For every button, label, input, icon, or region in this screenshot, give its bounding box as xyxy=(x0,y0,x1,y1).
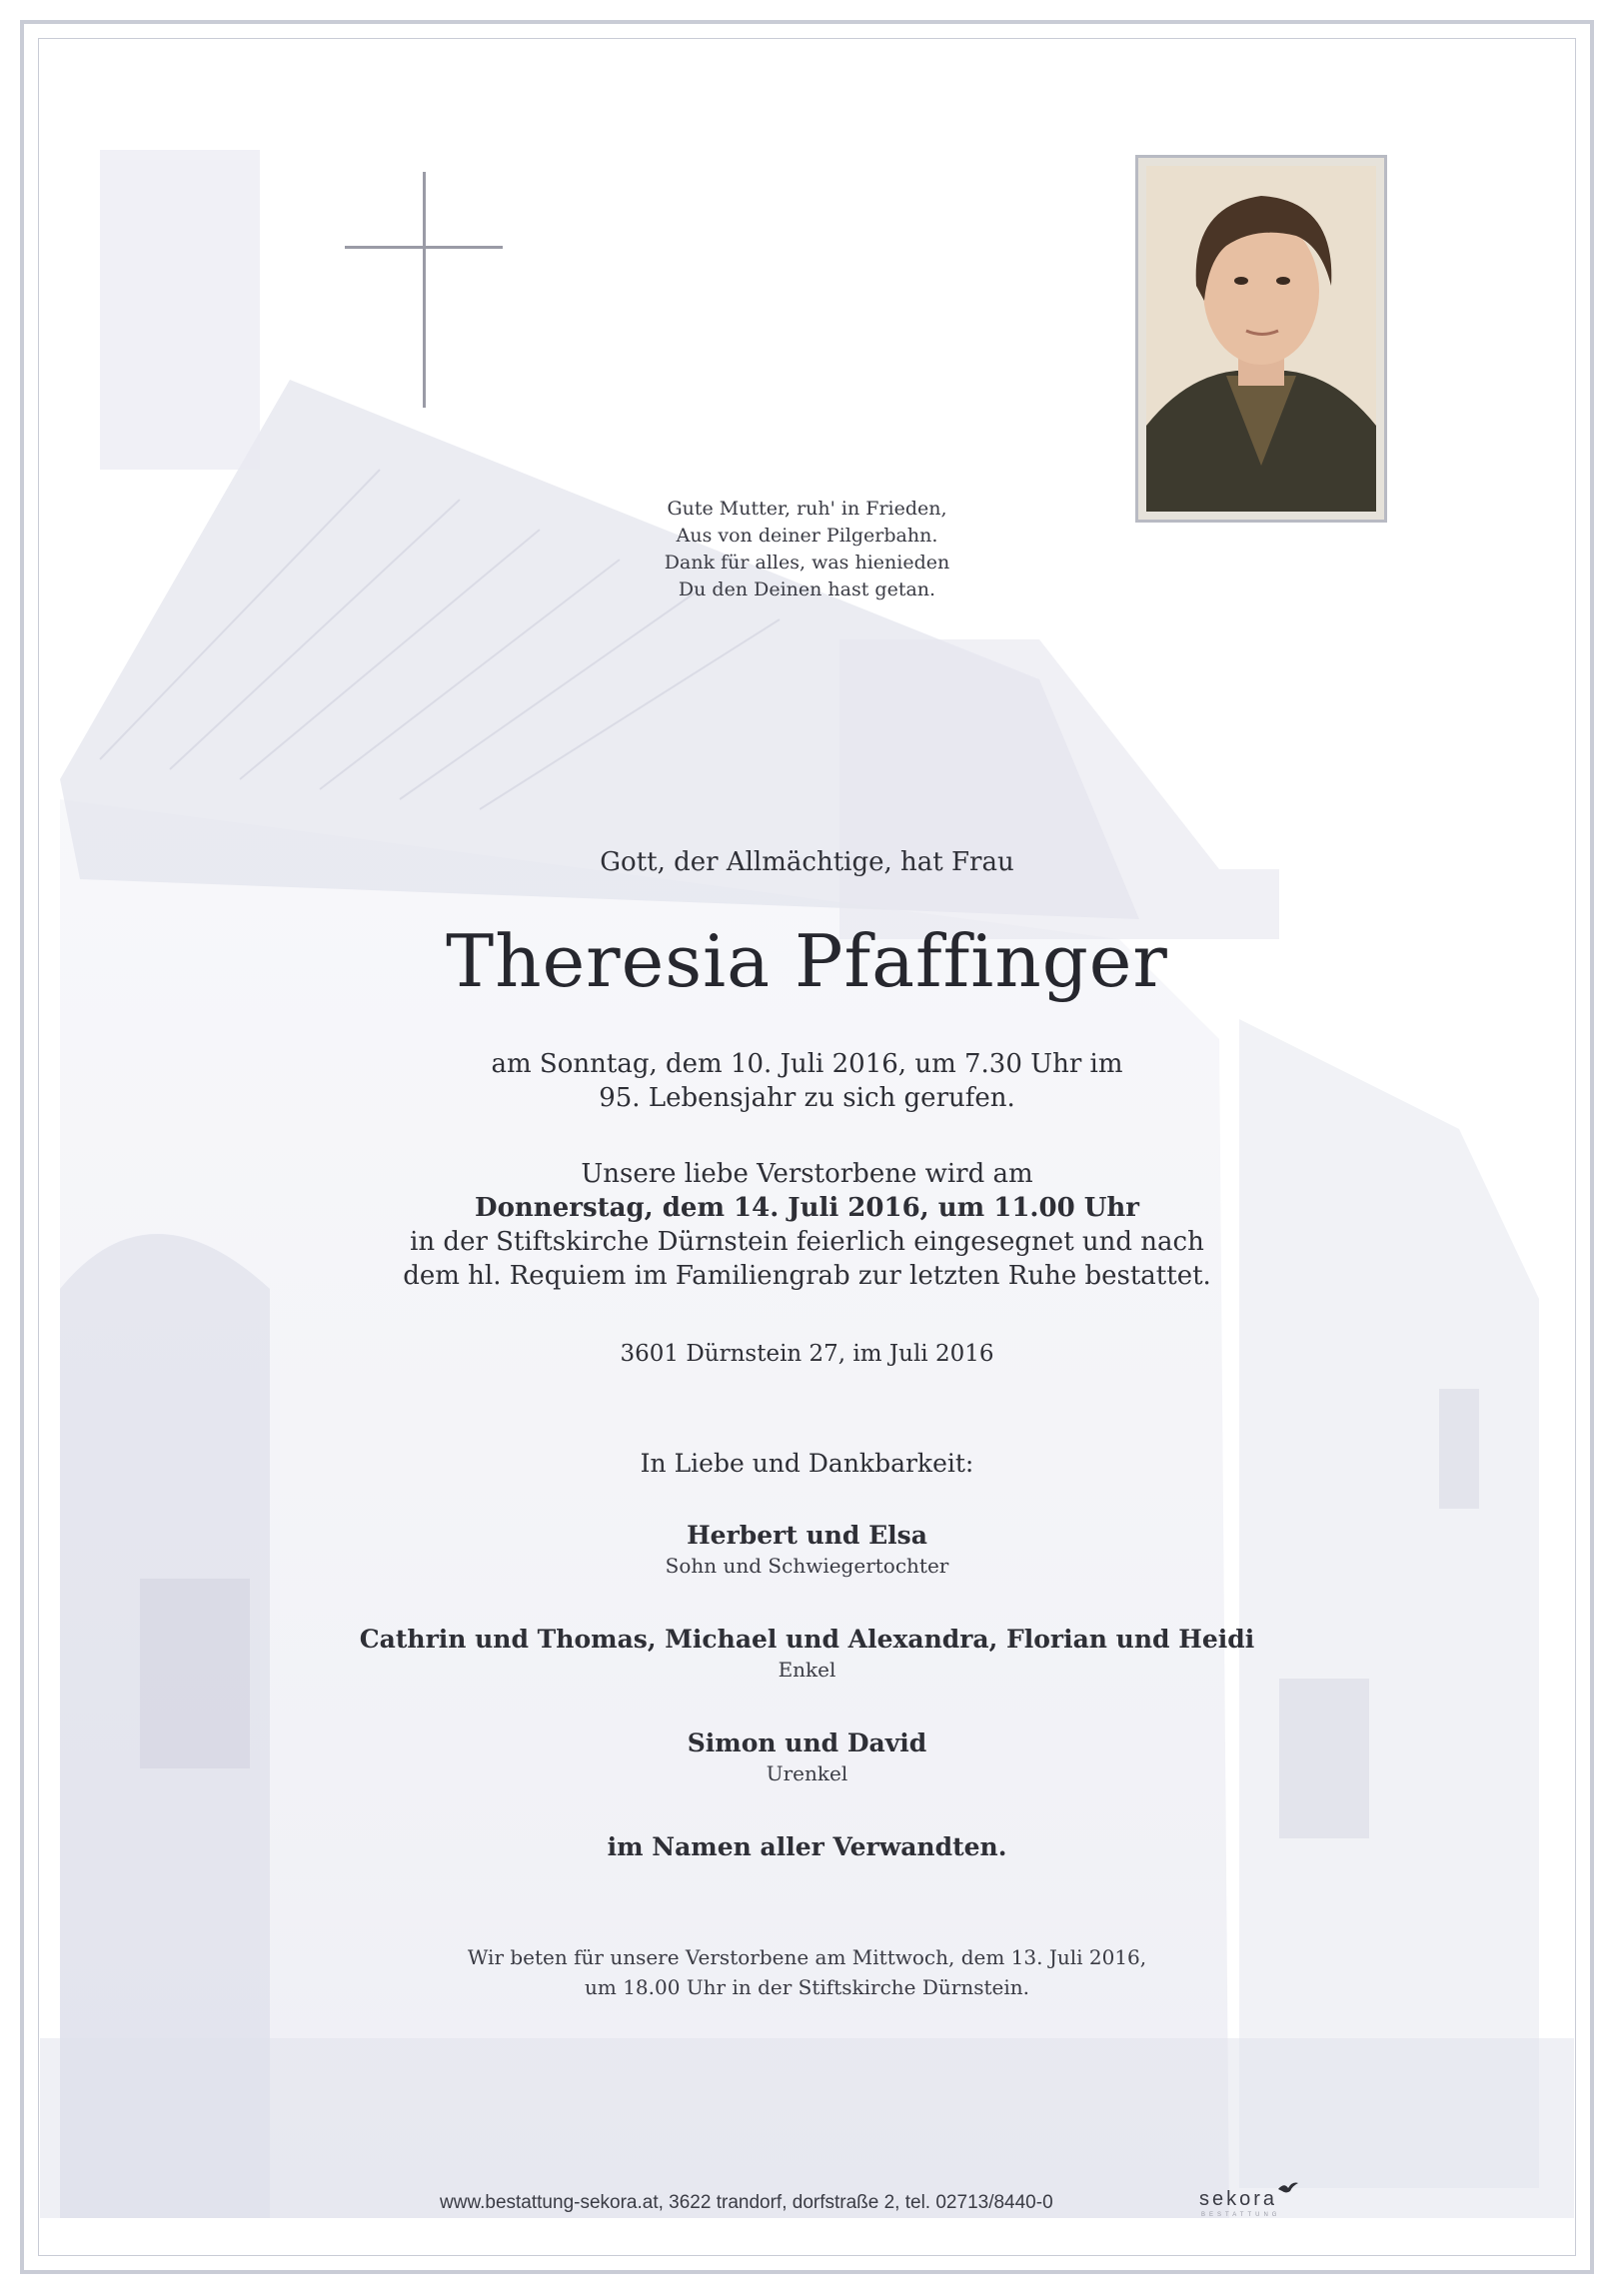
poem-line: Gute Mutter, ruh' in Frieden, xyxy=(667,498,947,520)
bird-logo-icon xyxy=(1277,2180,1299,2196)
poem-line: Aus von deiner Pilgerbahn. xyxy=(676,525,938,547)
poem-line: Dank für alles, was hienieden xyxy=(664,552,950,574)
portrait-photo xyxy=(1146,166,1376,512)
portrait-frame xyxy=(1135,155,1387,523)
mourner-names: Herbert und Elsa xyxy=(687,1521,927,1550)
prayer-line: um 18.00 Uhr in der Stiftskirche Dürnstein. xyxy=(585,1975,1029,1999)
mourner-relation: Sohn und Schwiegertochter xyxy=(665,1554,949,1578)
closing-line: im Namen aller Verwandten. xyxy=(607,1832,1007,1861)
mourner-group xyxy=(0,1521,1614,1578)
memorial-poem xyxy=(0,496,1614,603)
mourner-relation: Urenkel xyxy=(766,1761,848,1785)
funeral-line: in der Stiftskirche Dürnstein feierlich eingesegnet und nach xyxy=(410,1227,1204,1257)
death-notice-line: 95. Lebensjahr zu sich gerufen. xyxy=(599,1083,1015,1113)
funeral-notice xyxy=(0,1157,1614,1293)
prayer-notice xyxy=(0,1942,1614,2002)
mourner-relation: Enkel xyxy=(778,1658,836,1682)
poem-line: Du den Deinen hast getan. xyxy=(678,578,936,600)
brand-logo-text: sekora xyxy=(1199,2188,1278,2210)
cross-vertical-bar xyxy=(423,172,426,408)
prayer-line: Wir beten für unsere Verstorbene am Mittwoch, dem 13. Juli 2016, xyxy=(467,1945,1147,1969)
funeral-home-contact: www.bestattung-sekora.at, 3622 trandorf, dorfstraße 2, tel. 02713/8440-0 xyxy=(440,2192,1053,2213)
thanks-line: In Liebe und Dankbarkeit: xyxy=(640,1449,974,1478)
funeral-date: Donnerstag, dem 14. Juli 2016, um 11.00 Uhr xyxy=(475,1193,1139,1223)
place-and-date: 3601 Dürnstein 27, im Juli 2016 xyxy=(620,1341,994,1367)
brand-logo-subtitle: BESTATTUNG xyxy=(1201,2212,1281,2218)
mourner-names: Simon und David xyxy=(687,1728,927,1757)
deceased-name: Theresia Pfaffinger xyxy=(446,919,1168,1003)
mourner-names: Cathrin und Thomas, Michael und Alexandra, Florian und Heidi xyxy=(359,1625,1255,1654)
death-notice xyxy=(0,1047,1614,1115)
cross-horizontal-bar xyxy=(345,246,503,249)
death-notice-line: am Sonntag, dem 10. Juli 2016, um 7.30 Uhr im xyxy=(491,1049,1123,1079)
mourner-group xyxy=(0,1728,1614,1785)
funeral-line: Unsere liebe Verstorbene wird am xyxy=(581,1159,1033,1189)
funeral-line: dem hl. Requiem im Familiengrab zur letzten Ruhe bestattet. xyxy=(403,1261,1211,1291)
announcement-intro: Gott, der Allmächtige, hat Frau xyxy=(600,847,1014,877)
mourner-group xyxy=(0,1625,1614,1682)
